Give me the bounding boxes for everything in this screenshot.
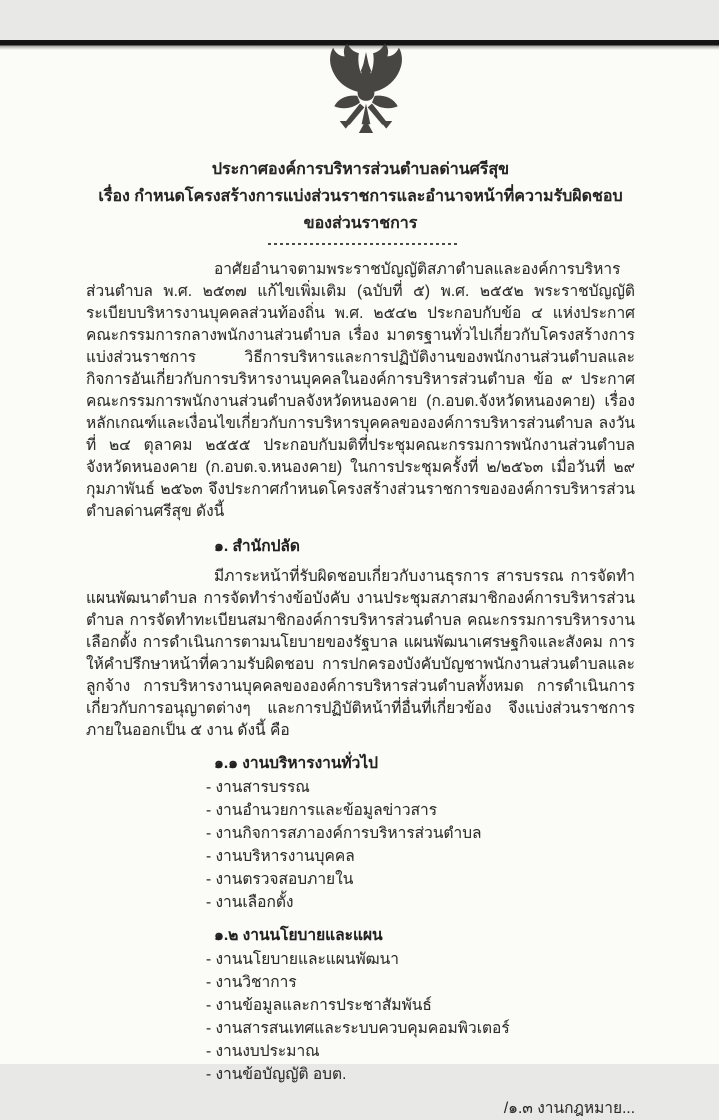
- document-title: ประกาศองค์การบริหารส่วนตำบลด่านศรีสุข: [211, 161, 510, 178]
- list-item: - งานวิชาการ: [206, 974, 297, 991]
- scanned-document-page: [0, 40, 719, 1117]
- document-header: [86, 156, 635, 245]
- list-item: - งานสารสนเทศและระบบควบคุมคอมพิวเตอร์: [206, 1020, 510, 1037]
- subsection-1-1: [86, 752, 635, 914]
- list-item: - งานบริหารงานบุคคล: [206, 848, 355, 865]
- list-item: - งานนโยบายและแผนพัฒนา: [206, 951, 399, 968]
- subsection-1-2-heading: ๑.๒ งานนโยบายและแผน: [214, 927, 383, 944]
- document-subject: เรื่อง กำหนดโครงสร้างการแบ่งส่วนราชการและอำนาจหน้าที่ความรับผิดชอบของส่วนราชการ: [98, 188, 623, 232]
- list-item: - งานเลือกตั้ง: [206, 894, 294, 911]
- intro-paragraph: อาศัยอำนาจตามพระราชบัญญัติสภาตำบลและองค์การบริหารส่วนตำบล พ.ศ. ๒๕๓๗ แก้ไขเพิ่มเติม (ฉบับที่ ๕) พ.ศ. ๒๕๕๒ พระราชบัญญัติระเบียบบริหารงานบุคคลส่วนท้องถิ่น พ.ศ. ๒๕๔๒ ประกอบกับข้อ ๔ แห่งประกาศคณะกรรมการกลางพนักงานส่วนตำบล เรื่อง มาตรฐานทั่วไปเกี่ยวกับโครงสร้างการแบ่งส่วนราชการ วิธีการบริหารและการปฏิบัติงานของพนักงานส่วนตำบลและกิจการอันเกี่ยวกับการบริหารงานบุคคลในองค์การบริหารส่วนตำบล ข้อ ๙ ประกาศคณะกรรมการพนักงานส่วนตำบลจังหวัดหนองคาย (ก.อบต.จังหวัดหนองคาย) เรื่องหลักเกณฑ์และเงื่อนไขเกี่ยวกับการบริหารบุคคลขององค์การบริหารส่วนตำบล ลงวันที่ ๒๔ ตุลาคม ๒๕๕๕ ประกอบกับมติที่ประชุมคณะกรรมการพนักงานส่วนตำบลจังหวัดหนองคาย (ก.อบต.จ.หนองคาย) ในการประชุมครั้งที่ ๒/๒๕๖๓ เมื่อวันที่ ๒๙ กุมภาพันธ์ ๒๕๖๓ จึงประกาศกำหนดโครงสร้างส่วนราชการขององค์การบริหารส่วนตำบลด่านศรีสุข ดังนี้: [86, 261, 635, 520]
- list-item: - งานอำนวยการและข้อมูลข่าวสาร: [206, 802, 438, 819]
- list-item: - งานสารบรรณ: [206, 779, 310, 796]
- list-item: - งานงบประมาณ: [206, 1043, 320, 1060]
- continuation-note: /๑.๓ งานกฎหมาย...: [503, 1100, 635, 1117]
- section-1-heading: ๑. สำนักปลัด: [214, 538, 300, 555]
- list-item: - งานตรวจสอบภายใน: [206, 871, 354, 888]
- garuda-emblem-icon: [297, 40, 435, 144]
- list-item: - งานข้อมูลและการประชาสัมพันธ์: [206, 997, 432, 1014]
- list-item: - งานกิจการสภาองค์การบริหารส่วนตำบล: [206, 825, 482, 842]
- list-item: - งานข้อบัญญัติ อบต.: [206, 1066, 347, 1083]
- section-1-description: มีภาระหน้าที่รับผิดชอบเกี่ยวกับงานธุรการ สารบรรณ การจัดทำแผนพัฒนาตำบล การจัดทำร่างข้อบังคับ งานประชุมสภาสมาชิกองค์การบริหารส่วนตำบล การจัดทำทะเบียนสมาชิกองค์การบริหารส่วนตำบล คณะกรรมการบริหารงานเลือกตั้ง การดำเนินการตามนโยบายของรัฐบาล แผนพัฒนาเศรษฐกิจและสังคม การให้คำปรึกษาหน้าที่ความรับผิดชอบ การปกครองบังคับบัญชาพนักงานส่วนตำบลและลูกจ้าง การบริหารงานบุคคลขององค์การบริหารส่วนตำบลทั้งหมด การดำเนินการเกี่ยวกับการอนุญาตต่างๆ และการปฏิบัติหน้าที่อื่นที่เกี่ยวข้อง จึงแบ่งส่วนราชการภายในออกเป็น ๕ งาน ดังนี้ คือ: [86, 568, 635, 739]
- subsection-1-1-heading: ๑.๑ งานบริหารงานทั่วไป: [214, 755, 378, 772]
- divider-dashes: [268, 242, 460, 245]
- subsection-1-2: [86, 924, 635, 1086]
